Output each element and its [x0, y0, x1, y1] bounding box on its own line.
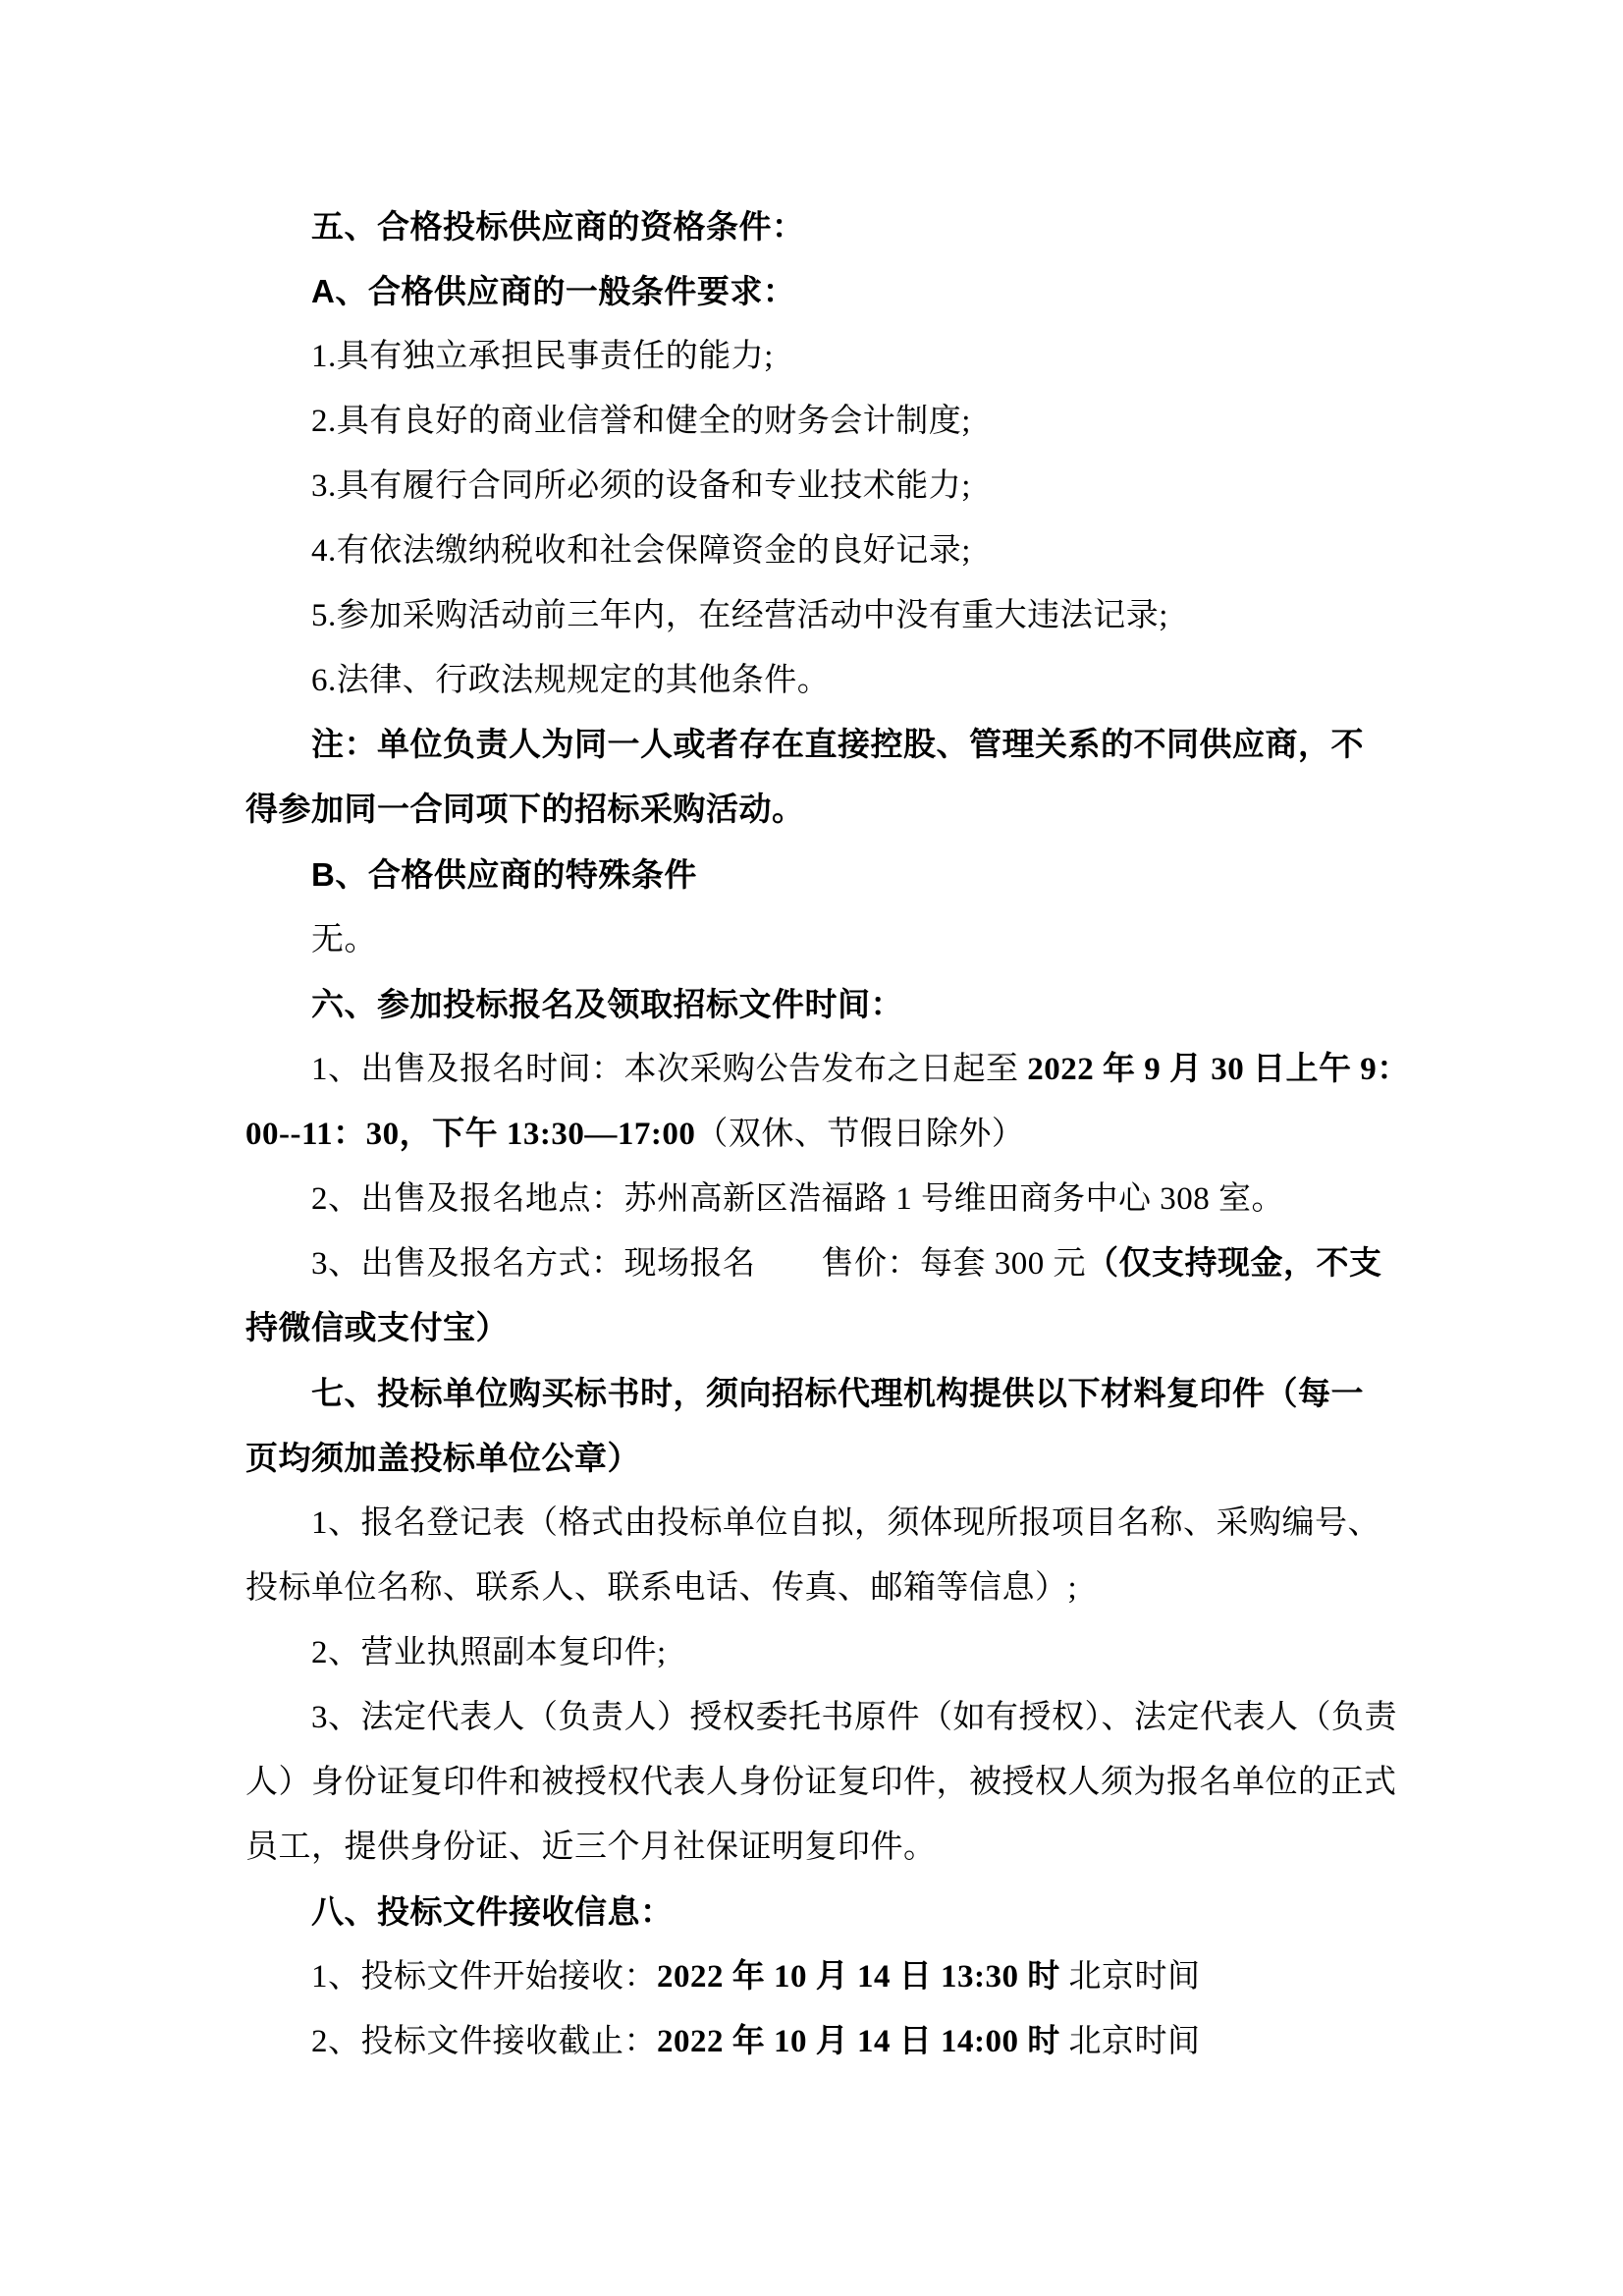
text-segment: 2.具有良好的商业信誉和健全的财务会计制度; [311, 404, 971, 439]
text-line [245, 778, 1399, 843]
text-segment: 员工，提供身份证、近三个月社保证明复印件。 [245, 1830, 937, 1865]
text-segment: 北京时间 [1059, 2024, 1201, 2059]
text-segment: 1、出售及报名时间：本次采购公告发布之日起至 [311, 1052, 1028, 1087]
section-heading-line [245, 843, 1399, 907]
text-segment: 持微信或支付宝） [245, 1311, 509, 1346]
text-line [245, 324, 1399, 389]
text-segment: 投标单位名称、联系人、联系电话、传真、邮箱等信息）; [245, 1570, 1078, 1606]
text-line [245, 1296, 1399, 1361]
text-segment: 五、合格投标供应商的资格条件： [311, 208, 805, 245]
section-heading-line [245, 194, 1399, 259]
section-heading-line [245, 972, 1399, 1037]
text-segment: B、合格供应商的特殊条件 [311, 856, 697, 893]
text-line [245, 1750, 1399, 1815]
text-segment: 八、投标文件接收信息： [311, 1893, 674, 1930]
text-line [245, 713, 1399, 778]
document-body [245, 194, 1410, 2074]
text-segment: A、合格供应商的一般条件要求： [311, 273, 796, 309]
text-line [245, 1037, 1410, 1102]
text-segment: 00--11：30，下午 13:30—17:00 [245, 1117, 696, 1152]
text-segment: 2、营业执照副本复印件; [311, 1635, 667, 1670]
section-heading-line [245, 1880, 1399, 1944]
text-segment: 七、投标单位购买标书时，须向招标代理机构提供以下材料复印件（每一 [311, 1375, 1364, 1411]
text-segment: 2022 年 10 月 14 日 13:30 时 [657, 1959, 1060, 1995]
text-segment: 4.有依法缴纳税收和社会保障资金的良好记录; [311, 533, 971, 569]
text-segment: 人）身份证复印件和被授权代表人身份证复印件，被授权人须为报名单位的正式 [245, 1765, 1397, 1800]
text-line [245, 454, 1399, 519]
text-line [245, 1685, 1399, 1750]
text-segment: 六、参加投标报名及领取招标文件时间： [311, 986, 903, 1022]
text-line [245, 583, 1399, 648]
text-segment: 6.法律、行政法规规定的其他条件。 [311, 663, 831, 698]
text-line [245, 1556, 1399, 1620]
text-segment: 3、出售及报名方式：现场报名 售价：每套 300 元 [311, 1246, 1086, 1282]
text-line [245, 2009, 1399, 2074]
text-line [245, 1231, 1399, 1296]
text-segment: 得参加同一合同项下的招标采购活动。 [245, 793, 805, 828]
text-segment: 1、报名登记表（格式由投标单位自拟，须体现所报项目名称、采购编号、 [311, 1505, 1380, 1541]
text-segment: 北京时间 [1059, 1959, 1201, 1995]
text-segment: 1、投标文件开始接收： [311, 1959, 657, 1995]
text-line [245, 1491, 1399, 1556]
section-heading-line [245, 1361, 1399, 1426]
text-segment: （仅支持现金，不支 [1086, 1246, 1382, 1282]
text-line [245, 648, 1399, 713]
section-heading-line [245, 259, 1399, 324]
text-segment: 5.参加采购活动前三年内，在经营活动中没有重大违法记录; [311, 598, 1168, 633]
text-line [245, 1944, 1399, 2009]
text-line [245, 1167, 1399, 1231]
text-segment: 页均须加盖投标单位公章） [245, 1440, 640, 1476]
text-segment: 1.具有独立承担民事责任的能力; [311, 339, 774, 374]
text-segment: 注：单位负责人为同一人或者存在直接控股、管理关系的不同供应商，不 [311, 728, 1364, 763]
section-heading-line [245, 1426, 1399, 1491]
text-line [245, 1815, 1399, 1880]
text-line [245, 389, 1399, 454]
text-line [245, 1620, 1399, 1685]
text-segment: 无。 [311, 922, 377, 957]
text-segment: 2022 年 9 月 30 日上午 9： [1027, 1052, 1410, 1087]
text-segment: 2022 年 10 月 14 日 14:00 时 [657, 2024, 1060, 2059]
text-line [245, 1102, 1399, 1167]
text-line [245, 519, 1399, 583]
text-segment: 2、投标文件接收截止： [311, 2024, 657, 2059]
text-segment: （双休、节假日除外） [695, 1117, 1025, 1152]
text-segment: 2、出售及报名地点：苏州高新区浩福路 1 号维田商务中心 308 室。 [311, 1181, 1284, 1217]
text-segment: 3.具有履行合同所必须的设备和专业技术能力; [311, 468, 971, 504]
text-line [245, 907, 1399, 972]
text-segment: 3、法定代表人（负责人）授权委托书原件（如有授权）、法定代表人（负责 [311, 1700, 1397, 1735]
